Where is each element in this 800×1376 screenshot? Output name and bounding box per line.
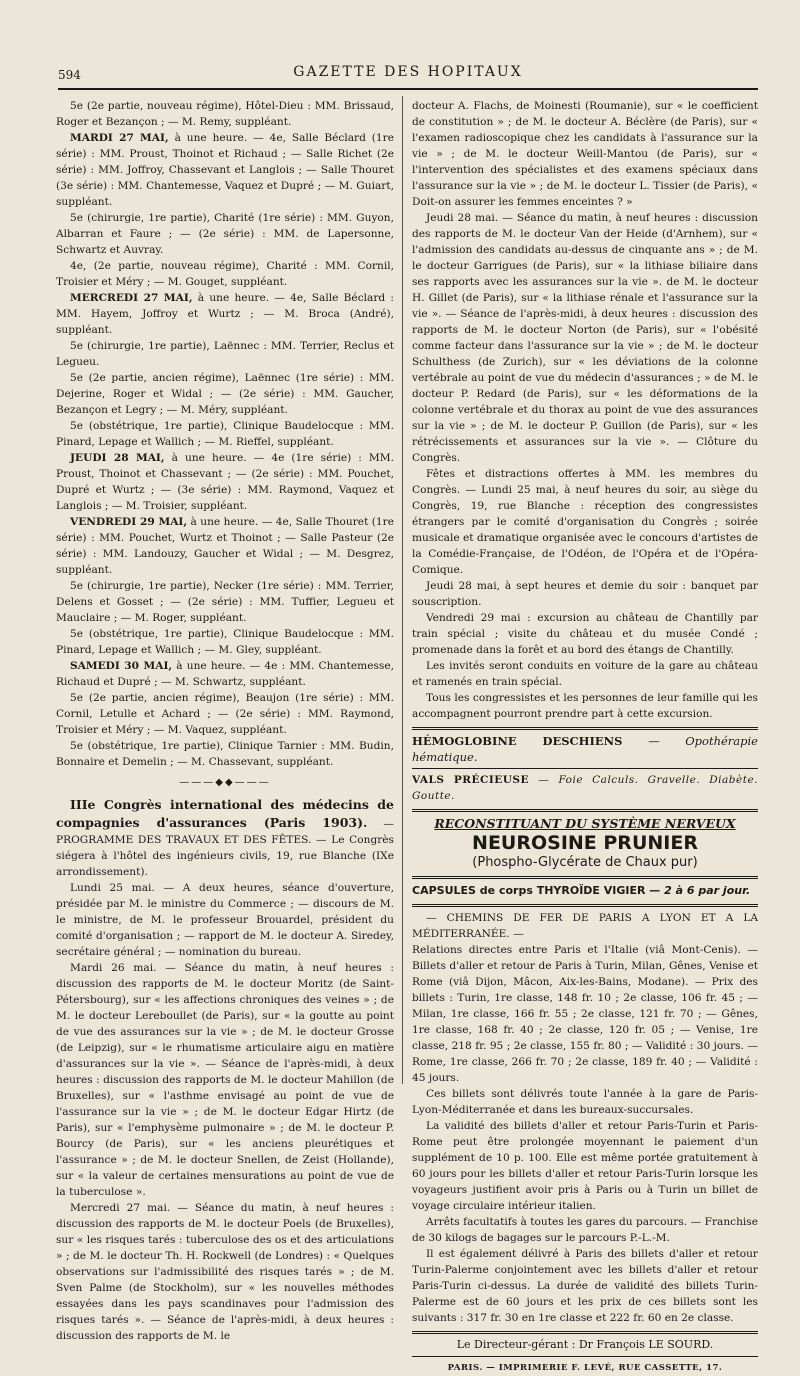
railway-heading: — CHEMINS DE FER DE PARIS A LYON ET A LA MÉDITERRANÉE. —: [412, 912, 758, 940]
paragraph: Jeudi 28 mai. — Séance du matin, à neuf heures : discussion des rapports de M. le docteur Van der Heide (d'Arnhem), sur « l'admission des candidats au-dessus de cinquante ans » ; de M. le docteur Garrigues (de Paris), sur « la lithiase biliaire dans ses rapports avec les assurances sur la vie ». de M. le docteur H. Gillet (de Paris), sur « la lithiase rénale et l'assurance sur la vie ». — Séance de l'après-midi, à deux heures : discussion des rapports de M. le docteur Norton (de Paris), sur « l'obésité comme facteur dans l'assurance sur la vie » ; de M. le docteur Schulthess (de Zurich), sur « les déviations de la colonne vertébrale au point de vue du médecin d'assurances ; » de M. le docteur P. Redard (de Paris), sur « les déformations de la colonne vertébrale et du thorax au point de vue des assurances sur la vie » ; de M. le docteur P. Guillon (de Paris), sur « les rétrécissements et assurances sur la vie ». — Clôture du Congrès.: [412, 212, 758, 464]
paragraph: 5e (chirurgie, 1re partie), Necker (1re série) : MM. Terrier, Delens et Gosset ; — (2e série) : MM. Tuffier, Legueu et Mauclaire ; — M. Roger, suppléant.: [56, 580, 394, 624]
paragraph: MERCREDI 27 MAI, à une heure. — 4e, Salle Béclard : MM. Hayem, Joffroy et Wurtz ; — M. Broca (André), suppléant.: [56, 292, 394, 336]
paragraph: VENDREDI 29 MAI, à une heure. — 4e, Salle Thouret (1re série) : MM. Pouchet, Wurtz et Thoinot ; — Salle Pasteur (2e série) : MM. Landouzy, Gaucher et Widal ; — M. Desgrez, suppléant.: [56, 516, 394, 576]
paragraph: Fêtes et distractions offertes à MM. les membres du Congrès. — Lundi 25 mai, à neuf heures du soir, au siège du Congrès, 19, rue Blanche : réception des congressistes étrangers par le comité d'organisation du Congrès ; soirée musicale et dramatique organisée avec le concours d'artistes de la Comédie-Française, de l'Odéon, de l'Opéra et de l'Opéra-Comique.: [412, 468, 758, 576]
paragraph: docteur A. Flachs, de Moinesti (Roumanie), sur « le coefficient de constitution » ; de M. le docteur A. Béclère (de Paris), sur « l'examen radioscopique chez les candidats à l'assurance sur la vie » ; de M. le docteur Weill-Mantou (de Paris), sur « l'intervention des spécialistes et des examens spéciaux dans l'assurance sur la vie » ; de M. le docteur L. Tissier (de Paris), « Doit-on assurer les femmes enceintes ? »: [412, 100, 758, 208]
footer-rule: [412, 1356, 758, 1357]
paragraph: Tous les congressistes et les personnes de leur famille qui les accompagnent pourront prendre part à cette excursion.: [412, 692, 758, 720]
ad-rule: [412, 768, 758, 769]
advert-neurosine: NEUROSINE PRUNIER: [472, 832, 698, 854]
day-heading: MERCREDI 27 MAI,: [70, 292, 193, 304]
paragraph: Mercredi 27 mai. — Séance du matin, à neuf heures : discussion des rapports de M. le docteur Poels (de Bruxelles), sur « les risques tarés : tuberculose des os et des articulations » ; de M. le docteur Th. H. Rockwell (de Londres) : « Quelques observations sur l'admissibilité des risques tarés » ; de M. Sven Palme (de Stockholm), sur « les nouvelles méthodes essayées dans les pays scandinaves pour l'admission des risques tarés ». — Séance de l'après-midi, à deux heures : discussion des rapports de M. le: [56, 1202, 394, 1342]
paragraph: 5e (2e partie, ancien régime), Beaujon (1re série) : MM. Cornil, Letulle et Achard ; — (2e série) : MM. Raymond, Troisier et Méry ; — M. Vaquez, suppléant.: [56, 692, 394, 736]
advert-thyroide: CAPSULES de corps THYROÏDE VIGIER — 2 à 6 par jour.: [412, 884, 751, 897]
imprint-line: PARIS. — IMPRIMERIE F. LEVÉ, RUE CASSETTE, 17.: [447, 1363, 723, 1373]
gerant-line: Le Directeur-gérant : Dr François LE SOURD.: [456, 1338, 714, 1351]
paragraph: 5e (2e partie, nouveau régime), Hôtel-Dieu : MM. Brissaud, Roger et Bezançon ; — M. Remy, suppléant.: [56, 100, 394, 128]
paragraph: 5e (chirurgie, 1re partie), Charité (1re série) : MM. Guyon, Albarran et Faure ; — (2e série) : MM. de Lapersonne, Schwartz et Auvray.: [56, 212, 394, 256]
paragraph: Il est également délivré à Paris des billets d'aller et retour Turin-Palerme conjointement avec les billets d'aller et retour Paris-Turin ci-dessus. La durée de validité des billets Turin-Palerme est de 60 jours et les prix de ces billets sont les suivants : 317 fr. 30 en 1re classe et 222 fr. 60 en 2e classe.: [412, 1248, 758, 1324]
ad-rule: [412, 809, 758, 812]
paragraph: Arrêts facultatifs à toutes les gares du parcours. — Franchise de 30 kilogs de bagages sur le parcours P.-L.-M.: [412, 1216, 758, 1244]
paragraph: 4e, (2e partie, nouveau régime), Charité : MM. Cornil, Troisier et Méry ; — M. Gouget, suppléant.: [56, 260, 394, 288]
day-heading: SAMEDI 30 MAI,: [70, 660, 173, 672]
advert-phospho: (Phospho-Glycérate de Chaux pur): [472, 855, 698, 870]
right-column: [412, 98, 758, 1376]
ad-rule: [412, 876, 758, 879]
paragraph: 5e (obstétrique, 1re partie), Clinique Baudelocque : MM. Pinard, Lepage et Wallich ; — M. Rieffel, suppléant.: [56, 420, 394, 448]
day-heading: VENDREDI 29 MAI,: [70, 516, 188, 528]
section-paragraph: IIIe Congrès international des médecins de compagnies d'assurances (Paris 1903). — PROGRAMME DES TRAVAUX ET DES FÊTES. — Le Congrès siégera à l'hôtel des ingénieurs civils, 19, rue Blanche (IXe arrondissement).: [56, 797, 394, 878]
page-header: [58, 58, 758, 90]
advert-hemoglobine: HÉMOGLOBINE DESCHIENS — Opothérapie hématique.: [412, 734, 758, 764]
advert-reconstituant: RECONSTITUANT DU SYSTÈME NERVEUX: [434, 816, 736, 831]
day-heading: MARDI 27 MAI,: [70, 132, 169, 144]
advert-vals: VALS PRÉCIEUSE — Foie Calculs. Gravelle. Diabète. Goutte.: [412, 774, 758, 802]
paragraph: 5e (2e partie, ancien régime), Laënnec (1re série) : MM. Dejerine, Roger et Widal ; — (2e série) : MM. Gaucher, Bezançon et Legry ; — M. Méry, suppléant.: [56, 372, 394, 416]
day-heading: JEUDI 28 MAI,: [70, 452, 165, 464]
paragraph: MARDI 27 MAI, à une heure. — 4e, Salle Béclard (1re série) : MM. Proust, Thoinot et Richaud ; — Salle Richet (2e série) : MM. Joffroy, Chassevant et Langlois ; — Salle Thouret (3e série) : MM. Chantemesse, Vaquez et Dupré ; — M. Guiart, suppléant.: [56, 132, 394, 208]
footer-rule: [412, 1331, 758, 1334]
paragraph: Relations directes entre Paris et l'Italie (viâ Mont-Cenis). — Billets d'aller et retour de Paris à Turin, Milan, Gênes, Venise et Rome (viâ Dijon, Mâcon, Aix-les-Bains, Modane). — Prix des billets : Turin, 1re classe, 148 fr. 10 ; 2e classe, 106 fr. 45 ; — Milan, 1re classe, 166 fr. 55 ; 2e classe, 121 fr. 70 ; — Gênes, 1re classe, 168 fr. 40 ; 2e classe, 120 fr. 05 ; — Venise, 1re classe, 218 fr. 95 ; 2e classe, 155 fr. 80 ; — Validité : 30 jours. — Rome, 1re classe, 266 fr. 70 ; 2e classe, 189 fr. 40 ; — Validité : 45 jours.: [412, 944, 758, 1084]
paragraph: 5e (chirurgie, 1re partie), Laënnec : MM. Terrier, Reclus et Legueu.: [56, 340, 394, 368]
paragraph: Mardi 26 mai. — Séance du matin, à neuf heures : discussion des rapports de M. le docteur Moritz (de Saint-Pétersbourg), sur « les affections chroniques des veines » ; de M. le docteur Lereboullet (de Paris), sur « la goutte au point de vue des assurances sur la vie » ; de M. le docteur Grosse (de Leipzig), sur « le rhumatisme articulaire aigu en matière d'assurances sur la vie ». — Séance de l'après-midi, à deux heures : discussion des rapports de M. le docteur Mahillon (de Bruxelles), sur « l'asthme envisagé au point de vue de l'assurance sur la vie » ; de M. le docteur Edgar Hirtz (de Paris), sur « l'emphysème pulmonaire » ; de M. le docteur P. Bourcy (de Paris), sur « les anciens pleurétiques et l'assurance » ; de M. le docteur Snellen, de Zeist (Hollande), sur « la valeur de certaines mensurations au point de vue de la tuberculose ».: [56, 962, 394, 1198]
paragraph: La validité des billets d'aller et retour Paris-Turin et Paris-Rome peut être prolongée moyennant le paiement d'un supplément de 10 p. 100. Elle est même portée gratuitement à 60 jours pour les billets d'aller et retour Paris-Turin lorsque les voyageurs justifient avoir pris à Paris ou à Turin un billet de voyage circulaire intérieur italien.: [412, 1120, 758, 1212]
paragraph: Lundi 25 mai. — A deux heures, séance d'ouverture, présidée par M. le ministre du Commerce ; — discours de M. le ministre, de M. le professeur Brouardel, président du comité d'organisation ; — rapport de M. le docteur A. Siredey, secrétaire général ; — nomination du bureau.: [56, 882, 394, 958]
paragraph: Vendredi 29 mai : excursion au château de Chantilly par train spécial ; visite du château et du musée Condé ; promenade dans la forêt et au bord des étangs de Chantilly.: [412, 612, 758, 656]
column-divider: [402, 96, 403, 1084]
paragraph: SAMEDI 30 MAI, à une heure. — 4e : MM. Chantemesse, Richaud et Dupré ; — M. Schwartz, suppléant.: [56, 660, 394, 688]
ad-rule: [412, 727, 758, 730]
section-title: IIIe Congrès international des médecins de compagnies d'assurances (Paris 1903).: [56, 797, 394, 830]
paragraph: Jeudi 28 mai, à sept heures et demie du soir : banquet par souscription.: [412, 580, 758, 608]
paragraph: 5e (obstétrique, 1re partie), Clinique Tarnier : MM. Budin, Bonnaire et Demelin ; — M. Chassevant, suppléant.: [56, 740, 394, 768]
paragraph: Ces billets sont délivrés toute l'année à la gare de Paris-Lyon-Méditerranée et dans les bureaux-succursales.: [412, 1088, 758, 1116]
left-column: [56, 98, 394, 1344]
paragraph: JEUDI 28 MAI, à une heure. — 4e (1re série) : MM. Proust, Thoinot et Chassevant ; — (2e série) : MM. Pouchet, Dupré et Wurtz ; — (3e série) : MM. Raymond, Vaquez et Langlois ; — M. Troisier, suppléant.: [56, 452, 394, 512]
journal-title: GAZETTE DES HOPITAUX: [293, 64, 523, 80]
paragraph: Les invités seront conduits en voiture de la gare au château et ramenés en train spécial.: [412, 660, 758, 688]
ornament-separator: ———◆◆———: [179, 777, 271, 788]
page-number: 594: [58, 68, 81, 82]
ad-rule: [412, 904, 758, 907]
paragraph: 5e (obstétrique, 1re partie), Clinique Baudelocque : MM. Pinard, Lepage et Wallich ; — M. Gley, suppléant.: [56, 628, 394, 656]
